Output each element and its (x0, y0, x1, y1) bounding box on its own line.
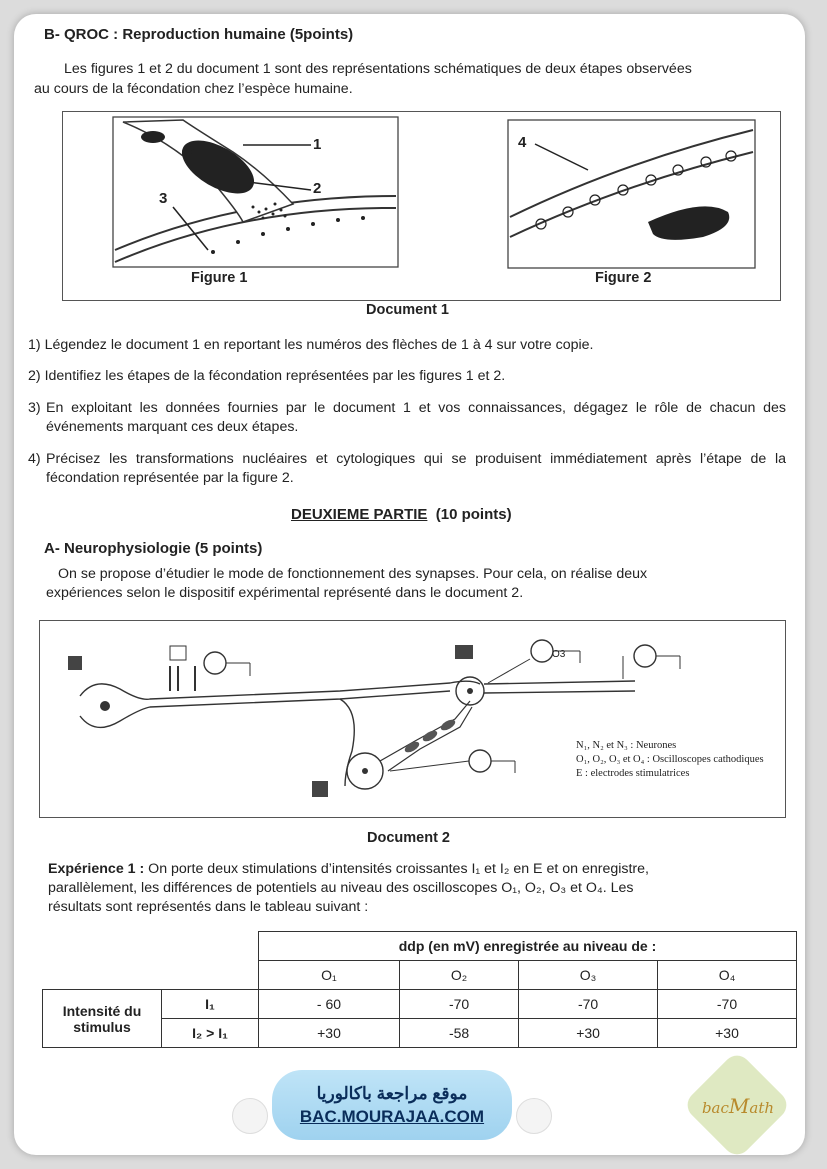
fertilization-diagram (63, 112, 780, 300)
exam-page (14, 14, 805, 1155)
document-2-legend: N₁, N₂ et N₃ : Neurones O₁, O₂, O₃ et O₄ : Oscilloscopes cathodiques E : electrodes stimulatrices (576, 740, 764, 779)
experience-1-line-3: résultats sont représentés dans le tableau suivant : (48, 899, 369, 915)
site-url-link[interactable]: BAC.MOURAJAA.COM (299, 1107, 485, 1126)
o2-oscilloscope (469, 750, 491, 772)
row-label: I₂ > I₁ (162, 1019, 259, 1048)
section-a-intro-2: expériences selon le dispositif expérimental représenté dans le document 2. (46, 585, 524, 601)
col-o4: O₄ (658, 961, 797, 990)
n2-tag (455, 645, 473, 659)
fertilization-membrane (510, 130, 753, 217)
results-table (42, 931, 797, 1048)
question-1: 1) Légendez le document 1 en reportant les numéros des flèches de 1 à 4 sur votre copie. (28, 337, 594, 353)
row-group-label: Intensité du stimulus (43, 990, 162, 1048)
sperm-nucleus-2 (648, 206, 729, 240)
n2-axon (484, 681, 635, 684)
document-1-frame (62, 111, 781, 301)
synapse-setup-diagram (40, 621, 785, 817)
section-b-intro-2: au cours de la fécondation chez l’espèce humaine. (34, 81, 353, 97)
experience-1-line-1: Expérience 1 : On porte deux stimulations d’intensités croissantes I₁ et I₂ en E et on enregistre, (48, 861, 649, 877)
row-label: I₁ (162, 990, 259, 1019)
section-a-title: A- Neurophysiologie (5 points) (44, 540, 263, 557)
label-3: 3 (159, 190, 168, 207)
n1-axon (80, 681, 480, 699)
n3-tag (312, 781, 328, 797)
experience-1-line-2: parallèlement, les différences de potentiels au niveau des oscilloscopes O₁, O₂, O₃ et O₄. Les (48, 880, 634, 896)
document-1-caption: Document 1 (366, 302, 449, 318)
table-row: Intensité du stimulus I₁ - 60 -70 -70 -70 (43, 990, 797, 1019)
o3-oscilloscope (531, 640, 553, 662)
n1-tag (68, 656, 82, 670)
myelin-segments (403, 718, 457, 755)
site-name-arabic: موقع مراجعة باكالوريا (316, 1084, 468, 1103)
o3-label: O3 (552, 649, 566, 660)
label-1: 1 (313, 136, 322, 153)
figure-2-label: Figure 2 (595, 270, 652, 286)
figure-1-label: Figure 1 (191, 270, 248, 286)
question-3-text: En exploitant les données fournies par le document 1 et vos connaissances, dégagez le rôle de chacun des événements marquant ces deux étapes. (46, 400, 786, 435)
question-4-text: Précisez les transformations nucléaires et cytologiques qui se produisent immédiatement après l’étape de la fécondation représentée par la figure 2. (46, 451, 786, 486)
label-2: 2 (313, 180, 322, 197)
left-logo-icon (232, 1098, 268, 1134)
section-b-intro-1: Les figures 1 et 2 du document 1 sont des représentations schématiques de deux étapes observées (64, 61, 692, 77)
table-row: I₂ > I₁ +30 -58 +30 +30 (43, 1019, 797, 1048)
part-2-heading: DEUXIEME PARTIE (10 points) (291, 506, 512, 523)
question-2: 2) Identifiez les étapes de la fécondation représentées par les figures 1 et 2. (28, 368, 506, 384)
arrow-3 (173, 207, 208, 250)
figure-2-panel (508, 120, 755, 268)
label-4: 4 (518, 134, 527, 151)
o1-oscilloscope (204, 652, 226, 674)
table-header: ddp (en mV) enregistrée au niveau de : (259, 932, 797, 961)
section-b-title: B- QROC : Reproduction humaine (5points) (44, 26, 354, 43)
question-3-num: 3) (28, 400, 41, 416)
col-o2: O₂ (399, 961, 518, 990)
bacmath-logo-text: bacMath (701, 1094, 775, 1118)
question-4-num: 4) (28, 451, 41, 467)
right-logo-icon (516, 1098, 552, 1134)
col-o1: O₁ (259, 961, 400, 990)
acrosome (141, 131, 165, 143)
n1-nucleus (100, 701, 110, 711)
e-electrode-box (170, 646, 186, 660)
cortical-granules-1 (211, 216, 365, 254)
o4-oscilloscope (634, 645, 656, 667)
document-2-caption: Document 2 (367, 830, 450, 846)
document-2-frame (39, 620, 786, 818)
section-a-intro-1: On se propose d’étudier le mode de fonctionnement des synapses. Pour cela, on réalise deux (58, 566, 648, 582)
site-banner[interactable] (272, 1070, 512, 1140)
col-o3: O₃ (519, 961, 658, 990)
arrow-4 (535, 144, 588, 170)
